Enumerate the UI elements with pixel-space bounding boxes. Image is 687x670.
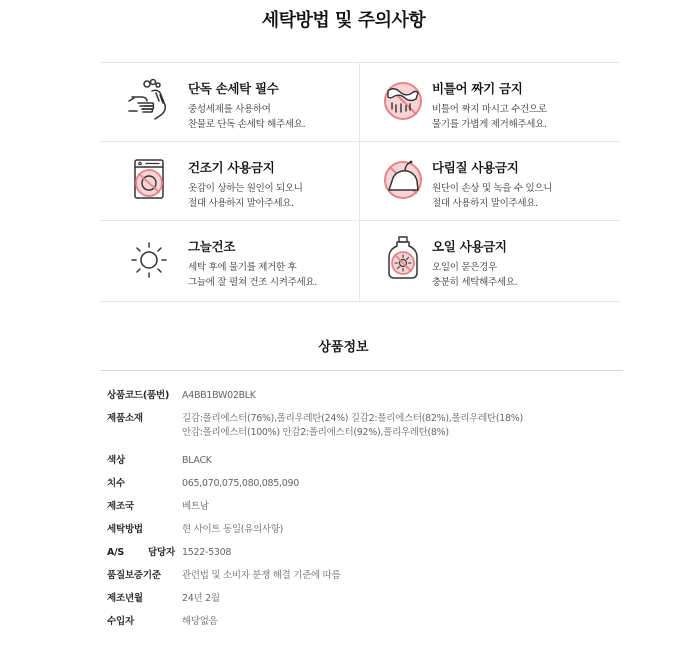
care-item-no-iron [360,142,620,220]
care-item-desc-line2: 찬물로 단독 손세탁 해주세요. [188,119,306,130]
care-item-title: 비틀어 짜기 금지 [432,81,523,96]
care-item-desc-line1: 비틀어 짜지 마시고 수건으로 [432,104,547,115]
info-value [182,412,523,454]
care-instructions-grid [100,62,620,302]
info-label: 제품소재 [107,413,143,424]
care-item-desc-line2: 절대 사용하지 말아주세요. [188,198,294,209]
info-row-as-contact [107,546,607,569]
info-value: 24년 2월 [182,593,220,604]
info-row-manufacture-date [107,592,607,615]
info-value: 관련법 및 소비자 분쟁 해결 기준에 따름 [182,570,341,581]
dryer-icon [126,156,172,202]
shade-dry-icon [126,235,172,281]
care-item-title: 다림질 사용금지 [432,160,519,175]
care-item-title: 그늘건조 [188,239,236,254]
info-row-importer [107,615,607,638]
care-item-desc-line1: 옷감이 상하는 원인이 되오니 [188,183,303,194]
info-value: 현 사이트 동일(유의사항) [182,524,284,535]
info-label: 품질보증기준 [107,570,161,581]
no-iron-icon [380,156,426,202]
care-item-no-wring [360,63,620,141]
product-info-title: 상품정보 [318,340,369,355]
info-value: A4BB1BW02BLK [182,390,256,401]
info-value: 065,070,075,080,085,090 [182,478,299,489]
care-item-dryer [100,142,360,220]
info-label: 수입자 [107,616,134,627]
info-value: BLACK [182,455,212,466]
hand-wash-icon [126,77,172,123]
divider [100,370,623,371]
wash-section-title: 세탁방법 및 주의사항 [261,10,426,31]
info-label: 세탁방법 [107,524,143,535]
care-item-desc-line2: 물기를 가볍게 제거해주세요. [432,119,547,130]
care-row [100,142,620,221]
care-item-desc-line1: 중성세제를 사용하여 [188,104,271,115]
care-item-desc-line2: 그늘에 잘 펼쳐 건조 시켜주세요. [188,277,318,288]
info-label: 색상 [107,455,125,466]
info-label: 상품코드(품번) [107,390,170,401]
care-row [100,63,620,142]
care-item-desc-line1: 오일이 묻은경우 [432,262,497,273]
care-item-title: 오일 사용금지 [432,239,507,254]
care-item-no-oil [360,221,620,301]
care-item-desc-line2: 절대 사용하지 말이주세요. [432,198,538,209]
info-row-product-code [107,389,607,412]
care-item-title: 건조기 사용금지 [188,160,275,175]
info-value-line2: 안감:폴리에스터(100%) 안감2:폴리에스터(92%),폴리우레탄(8%) [182,427,449,438]
info-row-size [107,477,607,500]
care-row [100,221,620,302]
care-item-desc-line1: 원단이 손상 및 녹을 수 있으니 [432,183,553,194]
care-item-desc-line2: 충분히 세탁해주세요. [432,277,518,288]
info-row-quality [107,569,607,592]
info-label: A/S 담당자 [107,547,175,558]
info-row-wash-method [107,523,607,546]
info-row-country [107,500,607,523]
product-info-table [107,389,607,638]
info-label: 제조국 [107,501,134,512]
care-item-desc-line1: 세탁 후에 물기를 제거한 후 [188,262,297,273]
info-label: 치수 [107,478,125,489]
no-wring-icon [380,77,426,123]
care-item-shade-dry [100,221,360,301]
info-value: 베트남 [182,501,209,512]
info-label: 제조년월 [107,593,143,604]
no-oil-icon [380,235,426,281]
info-value-line1: 길감:폴리에스터(76%),폴리우레탄(24%) 길감2:폴리에스터(82%),폴리우레탄(18%) [182,413,523,424]
care-item-hand-wash [100,63,360,141]
info-row-material [107,412,607,454]
info-row-color [107,454,607,477]
info-value: 1522-5308 [182,547,232,558]
care-item-title: 단독 손세탁 필수 [188,81,279,96]
info-value: 해당없음 [182,616,218,627]
